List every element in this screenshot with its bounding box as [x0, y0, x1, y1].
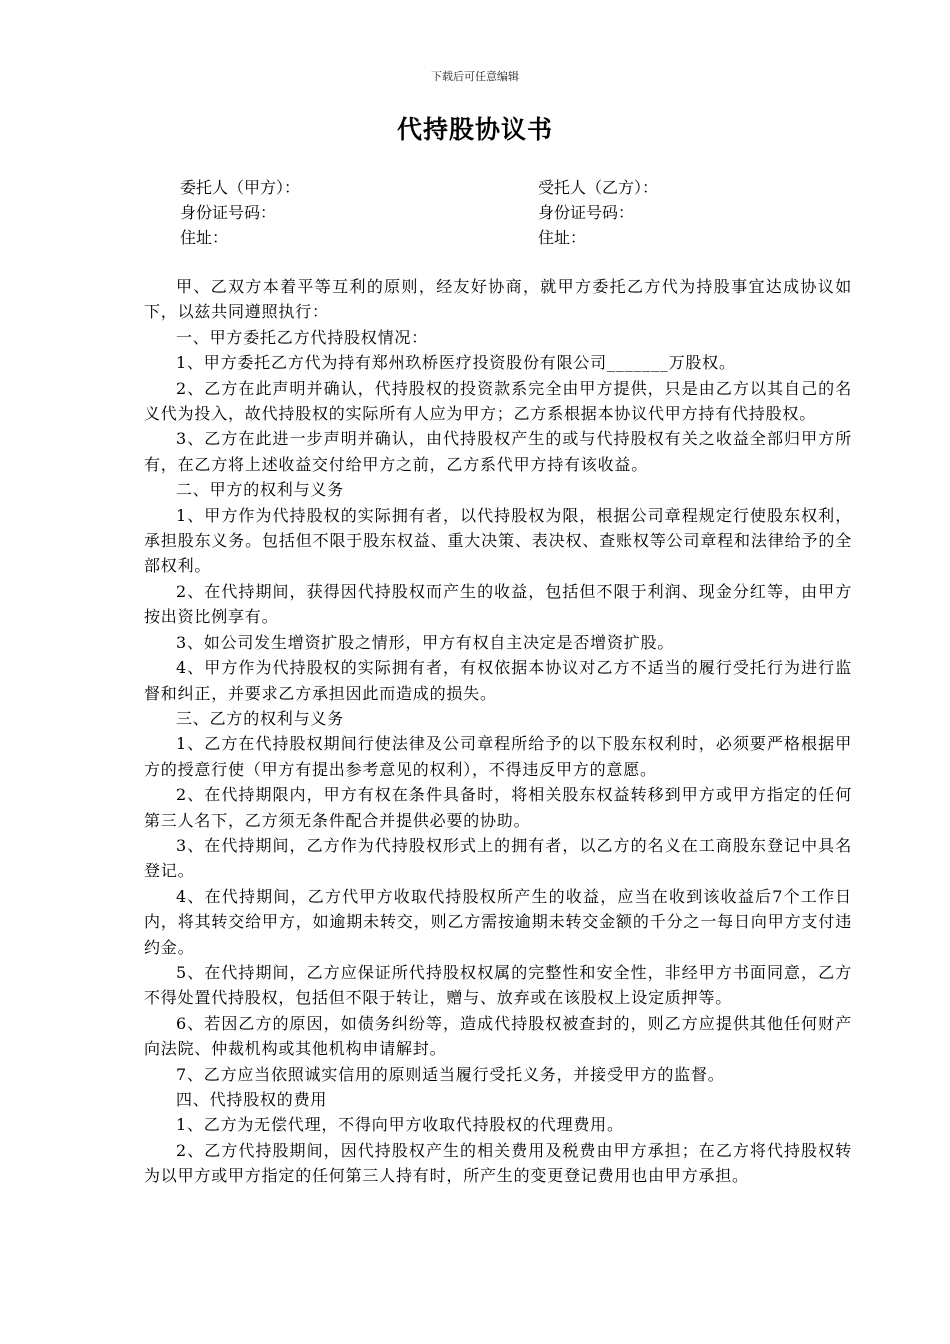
paragraph: 6、若因乙方的原因，如债务纠纷等，造成代持股权被查封的，则乙方应提供其他任何财产向法院、仲裁机构或其他机构申请解封。	[144, 1013, 852, 1059]
paragraph: 1、乙方在代持股权期间行使法律及公司章程所给予的以下股东权利时，必须要严格根据甲方的授意行使（甲方有提出参考意见的权利），不得违反甲方的意愿。	[144, 734, 852, 779]
paragraph: 2、在代持期限内，甲方有权在条件具备时，将相关股东权益转移到甲方或甲方指定的任何第三人名下，乙方须无条件配合并提供必要的协助。	[144, 785, 852, 830]
section-heading: 三、乙方的权利与义务	[176, 708, 345, 728]
paragraph: 甲、乙双方本着平等互利的原则，经友好协商，就甲方委托乙方代为持股事宜达成协议如下，以兹共同遵照执行：	[144, 277, 852, 322]
section-heading: 四、代持股权的费用	[176, 1090, 328, 1109]
party-row-id	[180, 200, 870, 225]
paragraph: 3、如公司发生增资扩股之情形，甲方有权自主决定是否增资扩股。	[176, 632, 675, 652]
paragraph: 1、乙方为无偿代理，不得向甲方收取代持股权的代理费用。	[176, 1115, 624, 1135]
paragraph: 2、乙方在此声明并确认，代持股权的投资款系完全由甲方提供，只是由乙方以其自己的名义代为投入，故代持股权的实际所有人应为甲方；乙方系根据本协议代甲方持有代持股权。	[144, 378, 852, 424]
agreement-body	[144, 274, 852, 1189]
paragraph: 4、甲方作为代持股权的实际拥有者，有权依据本协议对乙方不适当的履行受托行为进行监督和纠正，并要求乙方承担因此而造成的损失。	[144, 658, 852, 703]
paragraph: 5、在代持期间，乙方应保证所代持股权权属的完整性和安全性，非经甲方书面同意，乙方不得处置代持股权，包括但不限于转让，赠与、放弃或在该股权上设定质押等。	[144, 962, 852, 1008]
paragraph: 1、甲方作为代持股权的实际拥有者，以代持股权为限，根据公司章程规定行使股东权利，承担股东义务。包括但不限于股东权益、重大决策、表决权、查账权等公司章程和法律给予的全部权利。	[144, 505, 852, 576]
trustee-id-label: 身份证号码：	[538, 203, 635, 222]
paragraph: 1、甲方委托乙方代为持有郑州玖桥医疗投资股份有限公司_______万股权。	[176, 353, 736, 373]
section-heading: 二、甲方的权利与义务	[176, 480, 345, 500]
trustee-label: 受托人（乙方）：	[538, 178, 659, 197]
principal-label: 委托人（甲方）：	[180, 178, 301, 197]
party-row-address	[180, 225, 870, 250]
section-heading: 一、甲方委托乙方代持股权情况：	[176, 327, 429, 347]
party-row-principal	[180, 175, 870, 200]
document-title: 代持股协议书	[396, 115, 553, 144]
paragraph: 3、在代持期间，乙方作为代持股权形式上的拥有者，以乙方的名义在工商股东登记中具名登记。	[144, 835, 852, 881]
header-note: 下载后可任意编辑	[431, 70, 519, 83]
paragraph: 2、在代持期间，获得因代持股权而产生的收益，包括但不限于利润、现金分红等，由甲方按出资比例享有。	[144, 581, 852, 627]
trustee-address-label: 住址：	[538, 228, 587, 247]
paragraph: 3、乙方在此进一步声明并确认，由代持股权产生的或与代持股权有关之收益全部归甲方所有，在乙方将上述收益交付给甲方之前，乙方系代甲方持有该收益。	[144, 429, 852, 474]
paragraph: 7、乙方应当依照诚实信用的原则适当履行受托义务，并接受甲方的监督。	[176, 1064, 725, 1084]
party-info	[180, 175, 870, 250]
principal-id-label: 身份证号码：	[180, 203, 277, 222]
paragraph: 2、乙方代持股期间，因代持股权产生的相关费用及税费由甲方承担；在乙方将代持股权转为以甲方或甲方指定的任何第三人持有时，所产生的变更登记费用也由甲方承担。	[144, 1140, 852, 1186]
principal-address-label: 住址：	[180, 228, 229, 247]
paragraph: 4、在代持期间，乙方代甲方收取代持股权所产生的收益，应当在收到该收益后7个工作日内，将其转交给甲方，如逾期未转交，则乙方需按逾期未转交金额的千分之一每日向甲方支付违约金。	[144, 886, 852, 957]
